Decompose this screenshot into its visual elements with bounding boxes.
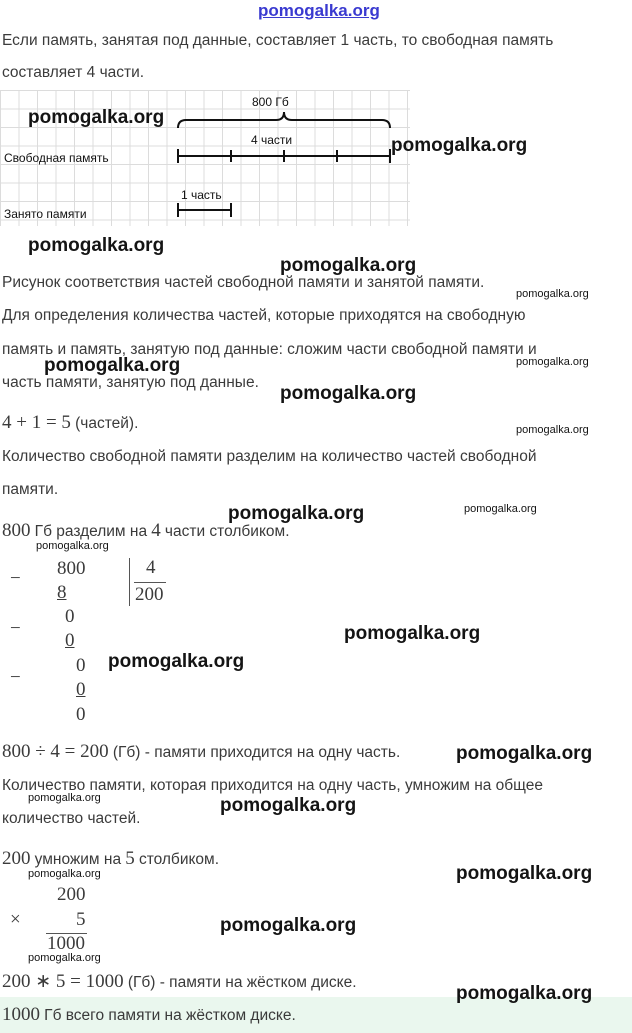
watermark: pomogalka.org (28, 235, 165, 256)
para2-line-2: память и память, занятую под данные: сложим части свободной памяти и (2, 341, 537, 358)
equation-1 (2, 412, 138, 434)
watermark: pomogalka.org (391, 135, 528, 156)
minus-3: − (10, 667, 21, 688)
free-row-label: Свободная память (4, 151, 109, 165)
watermark-small: pomogalka.org (516, 288, 589, 300)
watermark: pomogalka.org (220, 795, 357, 816)
minus-2: − (10, 618, 21, 639)
para3-line-1: Количество свободной памяти разделим на количество частей свободной (2, 448, 537, 465)
watermark: pomogalka.org (108, 651, 245, 672)
multiplication-intro-text-2: столбиком. (138, 851, 220, 868)
multiplication-intro (2, 848, 219, 870)
watermark: pomogalka.org (220, 915, 357, 936)
factor-a: 200 (57, 884, 86, 905)
division-intro-dividend: 800 (2, 520, 31, 541)
watermark: pomogalka.org (28, 107, 165, 128)
subtrahend-1: 8 (57, 582, 67, 603)
answer-text: Гб всего памяти на жёстком диске. (44, 1007, 296, 1024)
watermark: pomogalka.org (44, 355, 181, 376)
para4-line-2: количество частей. (2, 810, 141, 827)
division-intro-text-2: части столбиком. (164, 523, 290, 540)
watermark: pomogalka.org (456, 743, 593, 764)
answer (2, 1004, 296, 1026)
watermark: pomogalka.org (456, 983, 593, 1004)
remainder-1: 0 (65, 606, 75, 627)
watermark-small: pomogalka.org (516, 356, 589, 368)
times-sign: × (10, 909, 21, 930)
minus-1: − (10, 568, 21, 589)
equation-3-text: (Гб) - памяти на жёстком диске. (127, 974, 357, 991)
free-parts-label: 4 части (251, 133, 293, 147)
quotient: 200 (135, 584, 164, 605)
total-label: 800 Гб (252, 95, 289, 109)
multiplication-intro-text: умножим на (34, 851, 122, 868)
watermark: pomogalka.org (456, 863, 593, 884)
intro-line-1: Если память, занятая под данные, составляет 1 часть, то свободная память (2, 32, 554, 49)
multiplication-intro-num-2: 5 (125, 848, 135, 869)
used-row-label: Занято памяти (4, 207, 87, 221)
subtrahend-3: 0 (76, 679, 86, 700)
product: 1000 (47, 933, 85, 954)
remainder-2: 0 (76, 655, 86, 676)
equation-1-math: 4 + 1 = 5 (2, 412, 71, 433)
figure-caption: Рисунок соответствия частей свободной памяти и занятой памяти. (2, 274, 485, 291)
para2-line-3: часть памяти, занятую под данные. (2, 374, 259, 391)
equation-3 (2, 970, 357, 993)
dividend: 800 (57, 558, 86, 579)
division-intro-divisor: 4 (151, 520, 161, 541)
final-remainder: 0 (76, 704, 86, 725)
site-watermark-header: pomogalka.org (258, 1, 380, 20)
division-bar (129, 558, 130, 606)
equation-3-math: 200 ∗ 5 = 1000 (2, 971, 124, 992)
subtrahend-2: 0 (65, 630, 75, 651)
para2-line-1: Для определения количества частей, которые приходятся на свободную (2, 307, 526, 324)
intro-line-2: составляет 4 части. (2, 64, 145, 81)
watermark-small: pomogalka.org (36, 540, 109, 552)
watermark-small: pomogalka.org (28, 792, 101, 804)
divisor: 4 (146, 557, 156, 578)
equation-2 (2, 741, 400, 763)
multiplication-intro-num: 200 (2, 848, 31, 869)
watermark: pomogalka.org (280, 255, 417, 276)
watermark: pomogalka.org (344, 623, 481, 644)
used-part-label: 1 часть (181, 188, 222, 202)
equation-2-text: (Гб) - памяти приходится на одну часть. (112, 744, 401, 761)
factor-b: 5 (76, 909, 86, 930)
equation-1-unit: (частей). (75, 415, 139, 432)
watermark-small: pomogalka.org (516, 424, 589, 436)
watermark: pomogalka.org (228, 503, 365, 524)
division-intro-text: Гб разделим на (34, 523, 148, 540)
para4-line-1: Количество памяти, которая приходится на одну часть, умножим на общее (2, 777, 543, 794)
watermark-small: pomogalka.org (464, 503, 537, 515)
para3-line-2: памяти. (2, 481, 59, 498)
answer-number: 1000 (2, 1004, 40, 1025)
total-brace (178, 112, 390, 128)
equation-2-math: 800 ÷ 4 = 200 (2, 741, 109, 762)
watermark-small: pomogalka.org (28, 868, 101, 880)
watermark: pomogalka.org (280, 383, 417, 404)
divisor-line (134, 582, 166, 583)
watermark-small: pomogalka.org (28, 952, 101, 964)
